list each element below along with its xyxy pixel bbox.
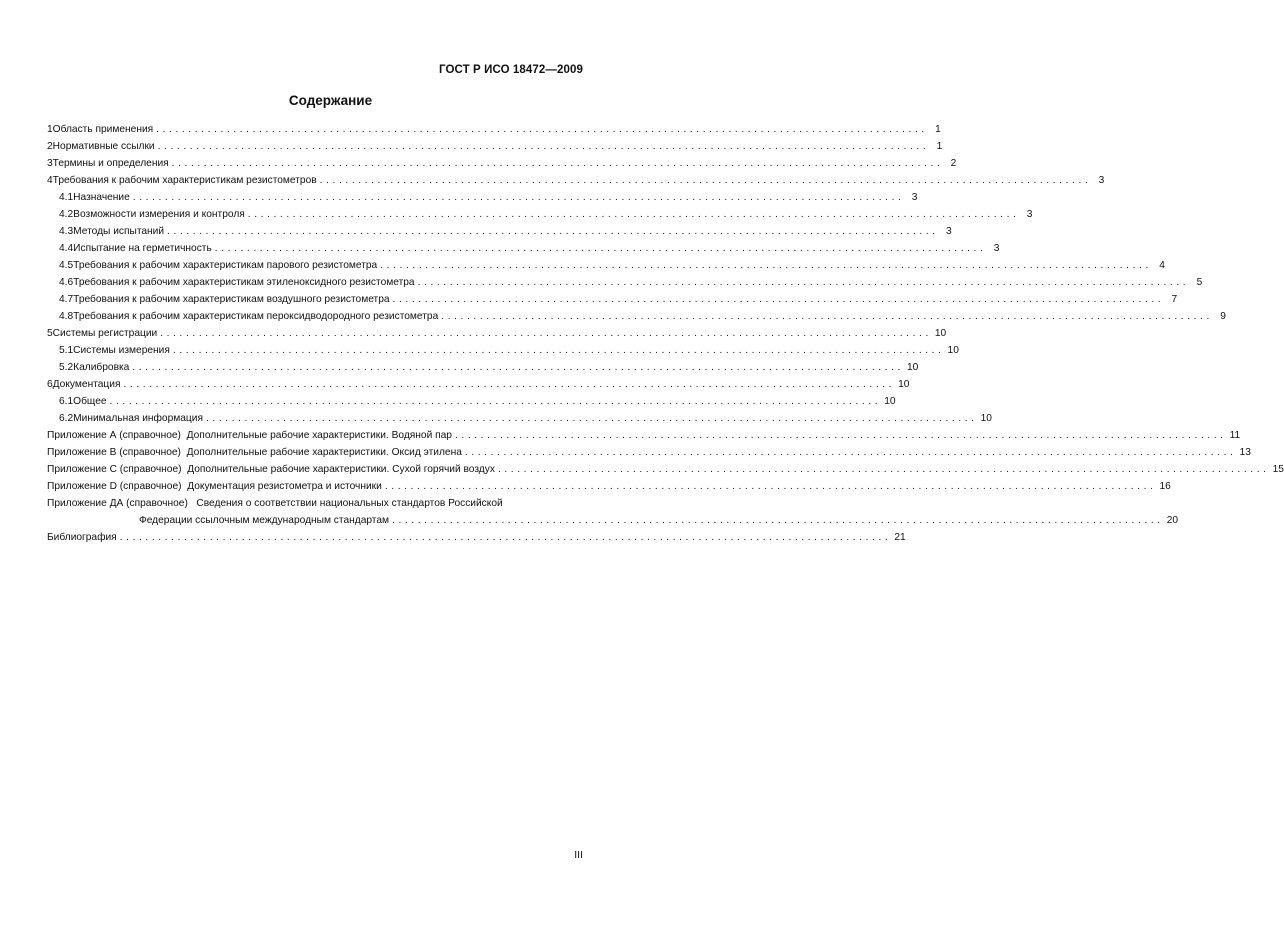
appendix-label: Приложение В (справочное) (47, 447, 181, 458)
toc-appendix-d[interactable] (47, 478, 1171, 495)
toc-entry-page: 15 (1272, 464, 1284, 475)
toc-entry-page: 11 (1229, 430, 1241, 441)
toc-entry-page: 2 (950, 158, 957, 169)
bibliography-title: Библиография (47, 532, 117, 543)
toc-entry-page: 10 (934, 328, 947, 339)
table-of-contents (47, 121, 1284, 546)
toc-entry-number: 4.1 (59, 192, 74, 203)
appendix-title: Дополнительные рабочие характеристики. Оксид этилена (186, 447, 462, 458)
toc-entry-title: Область применения (52, 124, 154, 135)
toc-entry-4-6[interactable] (47, 274, 1203, 291)
page-title: Содержание (288, 93, 373, 108)
toc-entry-4-1[interactable] (47, 189, 918, 206)
toc-leader-dots: ........................................................................................................................ (464, 447, 1237, 458)
toc-entry-title: Требования к рабочим характеристикам воздушного резистометра (73, 294, 390, 305)
toc-entry-title: Документация (52, 379, 121, 390)
toc-entry-number: 4.4 (59, 243, 74, 254)
toc-entry-number: 4.8 (59, 311, 74, 322)
toc-leader-dots: ........................................................................................................................ (384, 481, 1157, 492)
toc-entry-title: Методы испытаний (73, 226, 165, 237)
toc-entry-page: 10 (947, 345, 959, 356)
toc-entry-4[interactable] (47, 172, 1105, 189)
toc-leader-dots: ........................................................................................................................ (205, 413, 978, 424)
toc-entry-page: 4 (1159, 260, 1165, 271)
toc-leader-dots: ........................................................................................................................ (156, 124, 928, 135)
toc-entry-title: Требования к рабочим характеристикам этиленоксидного резистометра (73, 277, 415, 288)
toc-entry-title: Испытание на герметичность (73, 243, 212, 254)
toc-entry-page: 3 (946, 226, 952, 237)
toc-entry-4-2[interactable] (47, 206, 1033, 223)
toc-entry-4-8[interactable] (47, 308, 1226, 325)
toc-entry-5-2[interactable] (47, 359, 919, 376)
toc-entry-title: Системы регистрации (52, 328, 158, 339)
toc-entry-number: 1 (47, 124, 53, 135)
toc-entry-title: Минимальная информация (73, 413, 203, 424)
toc-entry-page: 21 (894, 532, 906, 543)
toc-entry-1[interactable] (47, 121, 941, 138)
toc-leader-dots: ........................................................................................................................ (497, 464, 1270, 475)
toc-entry-number: 4 (47, 175, 53, 186)
toc-leader-dots: ........................................................................................................................ (157, 141, 930, 152)
appendix-title: Дополнительные рабочие характеристики. Сухой горячий воздух (187, 464, 495, 475)
toc-leader-dots: ........................................................................................................................ (441, 311, 1213, 322)
toc-entry-title: Возможности измерения и контроля (73, 209, 245, 220)
toc-entry-title: Назначение (73, 192, 130, 203)
toc-entry-title: Системы измерения (73, 345, 170, 356)
document-code: ГОСТ Р ИСО 18472—2009 (438, 64, 583, 76)
toc-entry-title: Требования к рабочим характеристикам пероксидводородного резистометра (73, 311, 439, 322)
toc-entry-page: 3 (1026, 209, 1033, 220)
toc-entry-6-1[interactable] (47, 393, 896, 410)
toc-entry-number: 4.5 (59, 260, 74, 271)
toc-entry-title: Калибровка (73, 362, 130, 373)
toc-leader-dots: ........................................................................................................................ (167, 226, 939, 237)
appendix-label: Приложение С (справочное) (47, 464, 182, 475)
toc-leader-dots: ........................................................................................................................ (392, 515, 1164, 526)
toc-leader-dots: ........................................................................................................................ (417, 277, 1190, 288)
toc-entry-number: 6.2 (59, 413, 74, 424)
appendix-title-line2: Федерации ссылочным международным стандартам (139, 515, 390, 526)
toc-leader-dots: ........................................................................................................................ (247, 209, 1020, 220)
page-number: III (574, 849, 583, 861)
toc-entry-5-1[interactable] (47, 342, 959, 359)
toc-entry-4-4[interactable] (47, 240, 1000, 257)
toc-entry-number: 5.2 (59, 362, 74, 373)
toc-entry-page: 3 (911, 192, 918, 203)
toc-entry-page: 7 (1171, 294, 1178, 305)
toc-appendix-c[interactable] (47, 461, 1284, 478)
toc-entry-page: 5 (1196, 277, 1203, 288)
toc-entry-5[interactable] (47, 325, 947, 342)
toc-leader-dots: ........................................................................................................................ (392, 294, 1165, 305)
toc-entry-title: Требования к рабочим характеристикам резистометров (52, 175, 317, 186)
appendix-label: Приложение D (справочное) (47, 481, 182, 492)
toc-entry-title: Нормативные ссылки (52, 141, 155, 152)
toc-leader-dots: ........................................................................................................................ (132, 362, 904, 373)
toc-entry-title: Термины и определения (52, 158, 169, 169)
toc-leader-dots: ........................................................................................................................ (109, 396, 882, 407)
toc-entry-number: 4.2 (59, 209, 74, 220)
toc-entry-title: Общее (73, 396, 107, 407)
appendix-label: Приложение А (справочное) (47, 430, 181, 441)
toc-entry-6-2[interactable] (47, 410, 992, 427)
toc-entry-number: 5.1 (59, 345, 74, 356)
toc-appendix-b[interactable] (47, 444, 1251, 461)
toc-leader-dots: ........................................................................................................................ (454, 430, 1227, 441)
toc-entry-2[interactable] (47, 138, 943, 155)
toc-entry-6[interactable] (47, 376, 910, 393)
toc-entry-page: 1 (936, 141, 943, 152)
toc-appendix-da[interactable] (47, 495, 1179, 529)
toc-entry-number: 4.7 (59, 294, 74, 305)
toc-leader-dots: ........................................................................................................................ (119, 532, 892, 543)
appendix-title: Документация резистометра и источники (187, 481, 382, 492)
toc-entry-number: 2 (47, 141, 53, 152)
toc-entry-number: 3 (47, 158, 53, 169)
toc-appendix-a[interactable] (47, 427, 1241, 444)
toc-leader-dots: ........................................................................................................................ (319, 175, 1092, 186)
toc-entry-page: 10 (898, 379, 910, 390)
toc-leader-dots: ........................................................................................................................ (132, 192, 905, 203)
toc-entry-number: 6.1 (59, 396, 74, 407)
toc-entry-3[interactable] (47, 155, 957, 172)
toc-entry-page: 10 (884, 396, 896, 407)
toc-entry-4-5[interactable] (47, 257, 1165, 274)
toc-entry-page: 10 (980, 413, 992, 424)
toc-entry-4-3[interactable] (47, 223, 952, 240)
toc-entry-page: 10 (907, 362, 919, 373)
toc-entry-page: 1 (935, 124, 941, 135)
toc-leader-dots: ........................................................................................................................ (160, 328, 932, 339)
toc-leader-dots: ........................................................................................................................ (214, 243, 987, 254)
toc-entry-4-7[interactable] (47, 291, 1178, 308)
appendix-title-line1: Сведения о соответствии национальных стандартов Российской (196, 498, 503, 509)
toc-leader-dots: ........................................................................................................................ (171, 158, 944, 169)
toc-entry-page: 16 (1159, 481, 1171, 492)
toc-entry-title: Требования к рабочим характеристикам парового резистометра (73, 260, 378, 271)
toc-leader-dots: ........................................................................................................................ (123, 379, 896, 390)
toc-entry-number: 4.6 (59, 277, 74, 288)
toc-entry-number: 5 (47, 328, 53, 339)
toc-entry-number: 4.3 (59, 226, 74, 237)
toc-entry-page: 13 (1239, 447, 1251, 458)
toc-bibliography[interactable] (47, 529, 906, 546)
toc-leader-dots: ........................................................................................................................ (172, 345, 945, 356)
toc-entry-page: 9 (1220, 311, 1226, 322)
toc-entry-number: 6 (47, 379, 53, 390)
appendix-label: Приложение ДА (справочное) (47, 498, 188, 509)
toc-entry-page: 3 (993, 243, 1000, 254)
toc-entry-page: 3 (1098, 175, 1105, 186)
appendix-title: Дополнительные рабочие характеристики. Водяной пар (186, 430, 452, 441)
toc-leader-dots: ........................................................................................................................ (380, 260, 1152, 271)
toc-entry-page: 20 (1166, 515, 1179, 526)
